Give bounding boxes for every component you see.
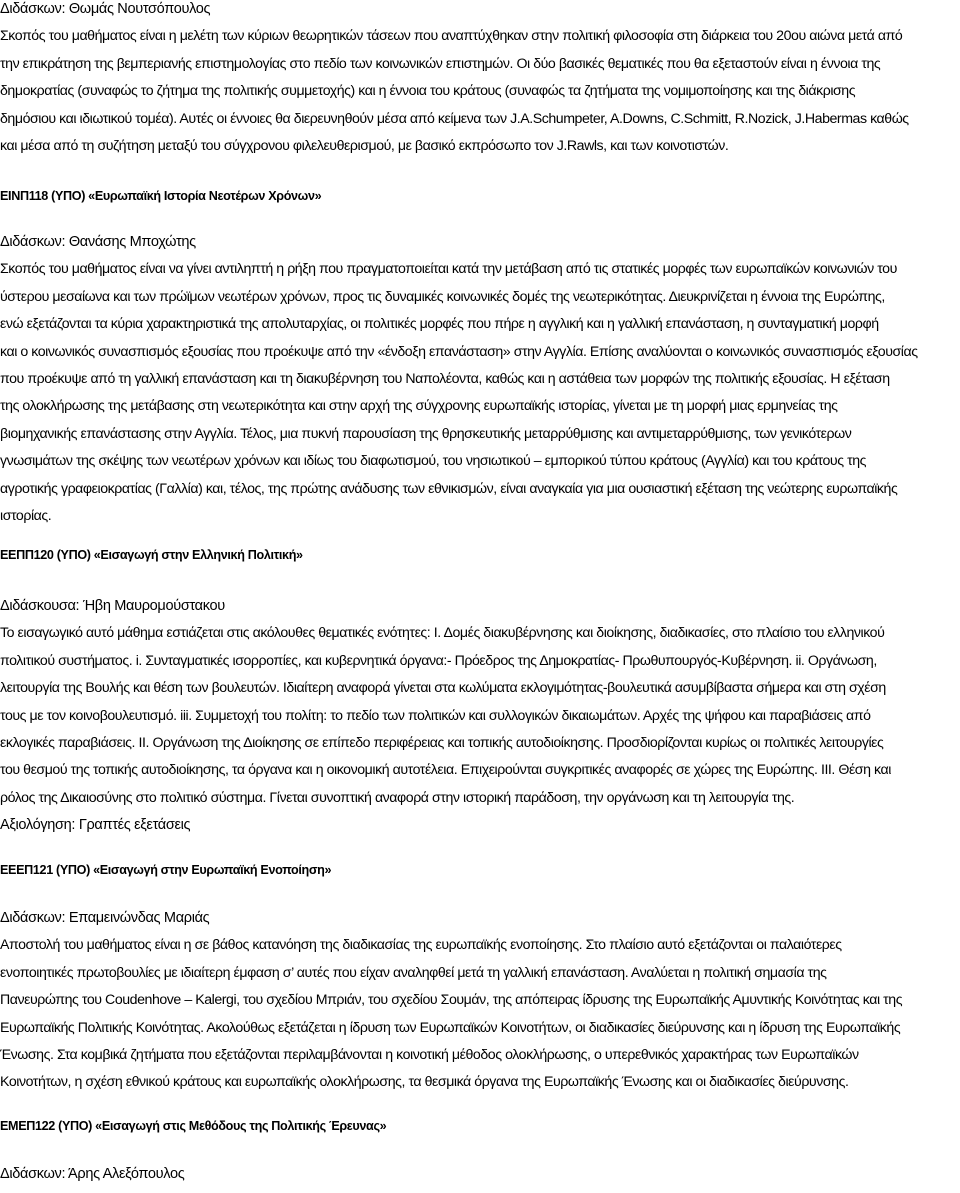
- paragraph-line: γνωσιμάτων της σκέψης των νεωτέρων χρόνων και ιδίως του διαφωτισμού, του νησιωτικού – εμπορικού τύπου κράτους (Αγγλία) και του κράτους της: [0, 453, 867, 470]
- paragraph-line: ιστορίας.: [0, 508, 52, 525]
- paragraph-line: δημόσιου και ιδιωτικού τομέα). Αυτές οι έννοιες θα διερευνηθούν μέσα από κείμενα των J.A.Schumpeter, A.Downs, C.Schmitt, R.Nozick, J.Habermas καθώς: [0, 110, 909, 127]
- course-body-emep122: [0, 1161, 960, 1188]
- course-title: ΕΕΕΠ121 (ΥΠΟ) «Εισαγωγή στην Ευρωπαϊκή Ενοποίηση»: [0, 863, 332, 877]
- paragraph-line: βιομηχανικής επανάστασης στην Αγγλία. Τέλος, μια πυκνή παρουσίαση της θρησκευτικής μεταρρύθμισης και αντιμεταρρύθμισης, των γενικότερων: [0, 425, 852, 442]
- paragraph-line: Σκοπός του μαθήματος είναι να γίνει αντιληπτή η ρήξη που πραγματοποιείται κατά την μετάβαση από τις στατικές μορφές των ευρωπαϊκών κοινωνιών του: [0, 261, 897, 278]
- instructor-line: Διδάσκων: Θανάσης Μποχώτης: [0, 234, 196, 250]
- paragraph-line: ενοποιητικές πρωτοβουλίες με ιδιαίτερη έμφαση σ’ αυτές που είχαν αναληφθεί μετά τη γαλλική επανάσταση. Αναλύεται η πολιτική σημασία της: [0, 964, 827, 981]
- paragraph-line: λειτουργία της Βουλής και θέση των βουλευτών. Ιδιαίτερη αναφορά γίνεται στα κωλύματα εκλογιμότητας-βουλευτικά ασυμβίβαστα σήμερα και στη σχέση: [0, 680, 886, 697]
- course-body-eepp120: [0, 593, 960, 840]
- paragraph-line: την επικράτηση της βεμπεριανής επιστημολογίας στο πεδίο των κοινωνικών επιστημών. Οι δύο βασικές θεματικές που θα εξεταστούν είναι η έννοια της: [0, 55, 881, 72]
- paragraph-line: και μέσα από τη συζήτηση μεταξύ του σύγχρονου φιλελευθερισμού, με βασικό εκπρόσωπο τον J.Rawls, και των κοινοτιστών.: [0, 138, 729, 155]
- assessment-line: Αξιολόγηση: Γραπτές εξετάσεις: [0, 817, 191, 834]
- paragraph-line: Κοινοτήτων, η σχέση εθνικού κράτους και ευρωπαϊκής ολοκλήρωσης, τα θεσμικά όργανα της Ευρωπαϊκής Ένωσης και οι διαδικασίες διεύρυνσης.: [0, 1074, 849, 1091]
- instructor-line: Διδάσκων: Άρης Αλεξόπουλος: [0, 1166, 185, 1182]
- paragraph-line: Σκοπός του μαθήματος είναι η μελέτη των κύριων θεωρητικών τάσεων που αναπτύχθηκαν στην πολιτική φιλοσοφία στη διάρκεια του 20ου αιώνα μετά από: [0, 28, 903, 45]
- paragraph-line: δημοκρατίας (συναφώς το ζήτημα της πολιτικής συμμετοχής) και η έννοια του κράτους (συναφώς τα ζητήματα της νομιμοποίησης και της διάκρισης: [0, 83, 856, 100]
- instructor-line: Διδάσκων: Θωμάς Νουτσόπουλος: [0, 1, 211, 17]
- paragraph-line: ρόλος της Δικαιοσύνης στο πολιτικό σύστημα. Γίνεται συνοπτική αναφορά στην ιστορική παράδοση, την οργάνωση και τη λειτουργία της.: [0, 789, 795, 806]
- course-section-einp118: [0, 186, 960, 206]
- paragraph-line: Το εισαγωγικό αυτό μάθημα εστιάζεται στις ακόλουθες θεματικές ενότητες: Ι. Δομές διακυβέρνησης και διοίκησης, διαδικασίες, στο πλαίσιο του ελληνικού: [0, 625, 885, 642]
- paragraph-line: και ο κοινωνικός συνασπισμός εξουσίας που προέκυψε από την «ένδοξη επανάσταση» στην Αγγλία. Επίσης αναλύονται ο κοινωνικός συνασπισμός εξουσίας: [0, 343, 918, 360]
- paragraph-line: ύστερου μεσαίωνα και των πρώϊμων νεωτέρων χρόνων, προς τις δυναμικές κοινωνικές δομές της νεωτερικότητας. Διευκρινίζεται η έννοια της Ευρώπης,: [0, 288, 885, 305]
- paragraph-line: τους με τον κοινοβουλευτισμό. iii. Συμμετοχή του πολίτη: το πεδίο των πολιτικών και συλλογικών δικαιωμάτων. Αρχές της ψήφου και παραβιάσεις από: [0, 707, 871, 724]
- course-title: ΕΜΕΠ122 (ΥΠΟ) «Εισαγωγή στις Μεθόδους της Πολιτικής Έρευνας»: [0, 1119, 387, 1133]
- paragraph-line: Ευρωπαϊκής Πολιτικής Κοινότητας. Ακολούθως εξετάζεται η ίδρυση των Ευρωπαϊκών Κοινοτήτων, οι διαδικασίες διεύρυνσης και η ίδρυση της Ευρωπαϊκής: [0, 1019, 901, 1036]
- paragraph-line: που προέκυψε από τη γαλλική επανάσταση και τη διακυβέρνηση του Ναπολέοντα, καθώς και η αστάθεια των μορφών της πολιτικής εξουσίας. Η εξέταση: [0, 371, 890, 388]
- paragraph-line: Ένωσης. Στα κομβικά ζητήματα που εξετάζονται περιλαμβάνονται η κοινοτική μέθοδος ολοκλήρωσης, ο υπερεθνικός χαρακτήρας των Ευρωπαϊκών: [0, 1047, 859, 1064]
- course-body-einp118: [0, 229, 960, 530]
- paragraph-line: Αποστολή του μαθήματος είναι η σε βάθος κατανόηση της διαδικασίας της ευρωπαϊκής ενοποίησης. Στο πλαίσιο αυτό εξετάζονται οι παλαιότερες: [0, 937, 842, 954]
- paragraph-line: αγροτικής γραφειοκρατίας (Γαλλία) και, τέλος, της πρώτης ανάδυσης των εθνικισμών, είναι αναγκαία για μια ουσιαστική εξέταση της νεώτερης ευρωπαϊκής: [0, 480, 898, 497]
- course-section-emep122: [0, 1116, 960, 1136]
- course-section-political-philosophy: [0, 0, 960, 160]
- course-section-eepp120: [0, 545, 960, 565]
- instructor-line: Διδάσκουσα: Ήβη Μαυρομούστακου: [0, 598, 225, 614]
- course-title: ΕΕΠΠ120 (ΥΠΟ) «Εισαγωγή στην Ελληνική Πολιτική»: [0, 548, 303, 562]
- paragraph-line: του θεσμού της τοπικής αυτοδιοίκησης, τα όργανα και η οικονομική αυτοτέλεια. Επιχειρούνται συγκριτικές αναφορές σε χώρες της Ευρώπης. ΙΙΙ. Θέση και: [0, 762, 891, 779]
- paragraph-line: της ολοκλήρωσης της μετάβασης στη νεωτερικότητα και στην αρχή της σύγχρονης ευρωπαϊκής ιστορίας, γίνεται με τη μορφή μιας ερμηνείας της: [0, 398, 838, 415]
- paragraph-line: πολιτικού συστήματος. i. Συνταγματικές ισορροπίες, και κυβερνητικά όργανα:- Πρόεδρος της Δημοκρατίας- Πρωθυπουργός-Κυβέρνηση. ii. Οργάνωση,: [0, 652, 877, 669]
- course-title: ΕΙΝΠ118 (ΥΠΟ) «Ευρωπαϊκή Ιστορία Νεοτέρων Χρόνων»: [0, 189, 322, 203]
- course-section-eeep121: [0, 860, 960, 880]
- paragraph-line: εκλογικές παραβιάσεις. ΙΙ. Οργάνωση της Διοίκησης σε επίπεδο περιφέρειας και τοπικής αυτοδιοίκησης. Προσδιορίζονται κυρίως οι πολιτικές λειτουργίες: [0, 735, 884, 752]
- paragraph-line: ενώ εξετάζονται τα κύρια χαρακτηριστικά της απολυταρχίας, οι πολιτικές μορφές που πήρε η αγγλική και η γαλλική επανάσταση, η συνταγματική μορφή: [0, 316, 879, 333]
- course-body-eeep121: [0, 905, 960, 1097]
- instructor-line: Διδάσκων: Επαμεινώνδας Μαριάς: [0, 910, 210, 926]
- paragraph-line: Πανευρώπης του Coudenhove – Kalergi, του σχεδίου Μπριάν, του σχεδίου Σουμάν, της απόπειρας ίδρυσης της Ευρωπαϊκής Αμυντικής Κοινότητας και της: [0, 992, 903, 1009]
